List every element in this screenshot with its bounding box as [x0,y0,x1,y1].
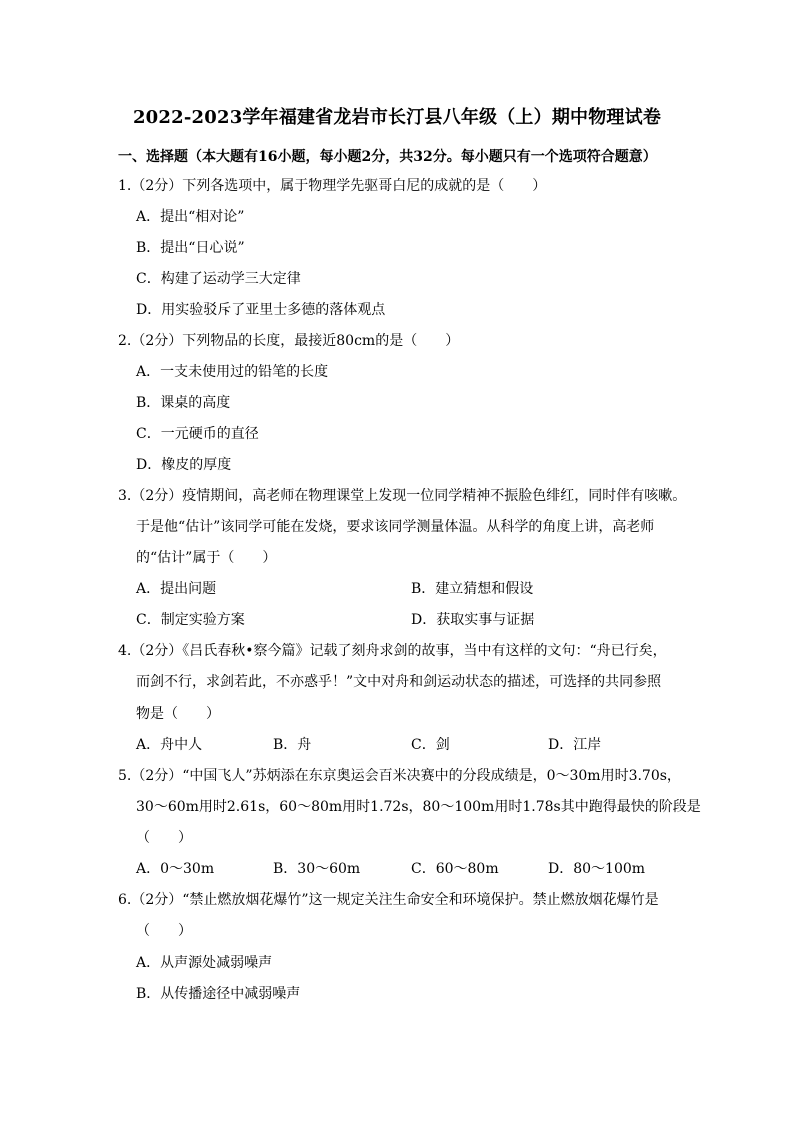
question-6-stem-line-2: （ ） [136,923,192,939]
question-3-option-c: C．制定实验方案 [136,612,245,628]
question-4-option-c: C．剑 [411,737,450,753]
question-5-option-b: B．30～60m [273,861,361,877]
question-6-stem-line-1: 6.（2分）“禁止燃放烟花爆竹”这一规定关注生命安全和环境保护。禁止燃放烟花爆竹是 [118,892,659,908]
question-4-stem-line-2: 而剑不行，求剑若此，不亦惑乎！”文中对舟和剑运动状态的描述，可选择的共同参照 [136,674,662,690]
question-4-stem-line-1: 4.（2分）《吕氏春秋•察今篇》记载了刻舟求剑的故事，当中有这样的文句：“舟已行矣， [118,643,667,659]
question-1-option-a: A．提出“相对论” [136,209,245,225]
question-4-option-b: B．舟 [273,737,312,753]
question-4-option-d: D．江岸 [548,737,602,753]
question-2-option-b: B．课桌的高度 [136,395,231,411]
question-1-option-c: C．构建了运动学三大定律 [136,271,301,287]
question-6-option-a: A．从声源处减弱噪声 [136,955,273,971]
question-4-option-a: A．舟中人 [136,737,203,753]
question-3-stem-line-2: 于是他“估计”该同学可能在发烧，要求该同学测量体温。从科学的角度上讲，高老师 [136,519,655,535]
question-3-option-b: B．建立猜想和假设 [411,581,534,597]
section-heading: 一、选择题（本大题有16小题，每小题2分，共32分。每小题只有一个选项符合题意） [118,149,657,165]
question-2-option-d: D．橡皮的厚度 [136,457,232,473]
question-1-option-d: D．用实验驳斥了亚里士多德的落体观点 [136,302,386,318]
question-5-option-c: C．60～80m [411,861,499,877]
question-5-option-a: A．0～30m [136,861,215,877]
question-2-option-c: C．一元硬币的直径 [136,426,259,442]
question-6-option-b: B．从传播途径中减弱噪声 [136,986,301,1002]
question-1-option-b: B．提出“日心说” [136,240,245,256]
question-5-stem-line-3: （ ） [136,830,192,846]
question-5-stem-line-1: 5.（2分）“中国飞人”苏炳添在东京奥运会百米决赛中的分段成绩是，0～30m用时3.70s， [118,768,681,784]
question-5-stem-line-2: 30～60m用时2.61s，60～80m用时1.72s，80～100m用时1.78s其中跑得最快的阶段是 [136,799,701,815]
question-3-stem-line-3: 的“估计”属于（ ） [136,550,277,566]
question-1-stem: 1.（2分）下列各选项中，属于物理学先驱哥白尼的成就的是（ ） [118,178,547,194]
question-2-option-a: A．一支未使用过的铅笔的长度 [136,364,329,380]
question-5-option-d: D．80～100m [548,861,646,877]
question-2-stem: 2.（2分）下列物品的长度，最接近80cm的是（ ） [118,333,460,349]
question-4-stem-line-3: 物是（ ） [136,706,220,722]
question-3-option-a: A．提出问题 [136,581,217,597]
question-3-stem-line-1: 3.（2分）疫情期间，高老师在物理课堂上发现一位同学精神不振脸色绯红，同时伴有咳嗽。 [118,488,687,504]
question-3-option-d: D．获取实事与证据 [411,612,535,628]
exam-title: 2022-2023学年福建省龙岩市长汀县八年级（上）期中物理试卷 [132,107,662,128]
